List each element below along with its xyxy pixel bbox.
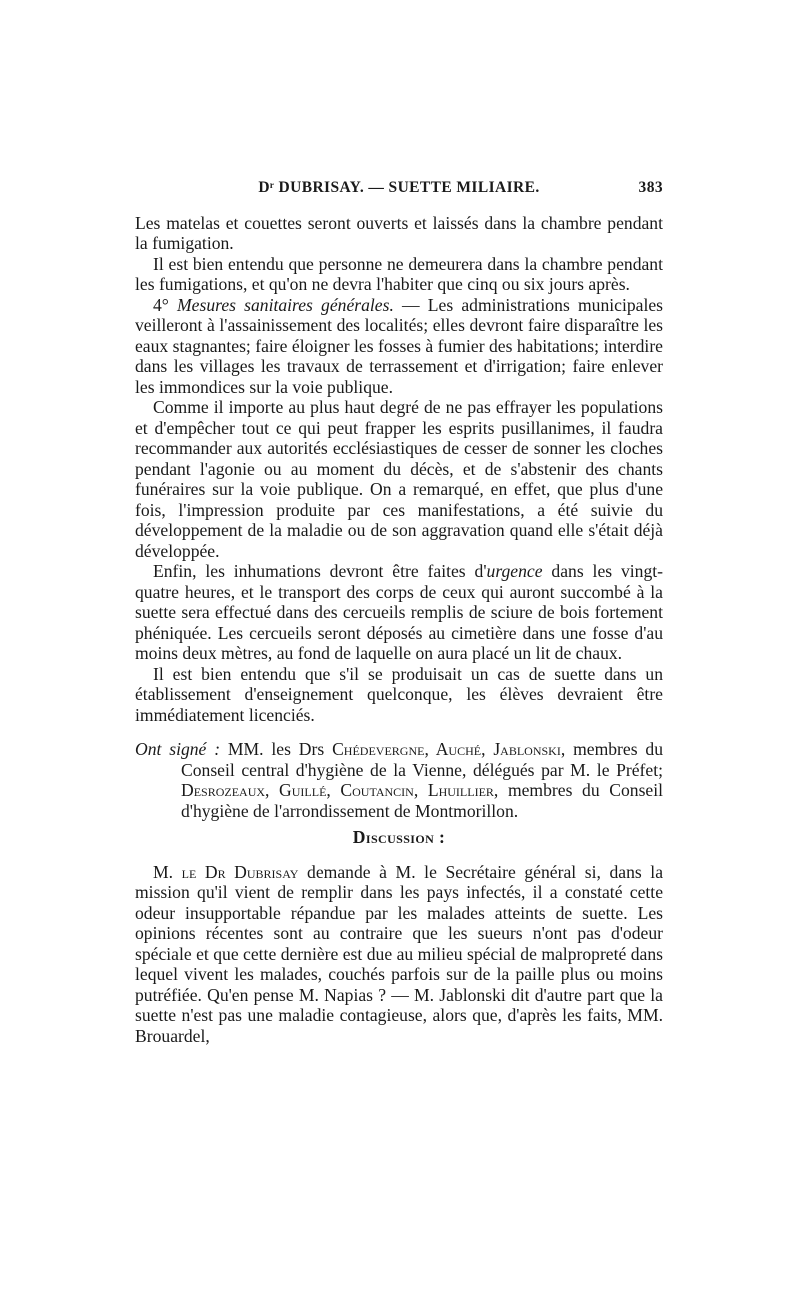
signed-part1: MM. les Drs [220, 739, 333, 759]
section-number: 4° [153, 294, 169, 315]
page [135, 178, 663, 1046]
paragraph: Comme il importe au plus haut degré de ne pas effrayer les populations et d'empêcher tout ce qui peut frapper les esprits pusillanimes, il faudra recommander aux autorités ecclésiastiques de cesser de sonner les cloches pendant l'agonie ou au moment du décès, et de s'abstenir des chants funéraires sur la voie publique. On a remarqué, en effet, que plus d'une fois, l'impression produite par ces manifestations, a été suivie du développement de la maladie ou de son aggravation quand elle s'était déjà développée. [135, 397, 663, 561]
section-4-paragraph [135, 295, 663, 398]
paragraph: Il est bien entendu que personne ne demeurera dans la chambre pendant les fumigations, et qu'on ne devra l'habiter que cinq ou six jours après. [135, 253, 663, 294]
enfin-before: Enfin, les inhumations devront être faites d' [153, 561, 487, 581]
running-head-title: Dʳ DUBRISAY. — SUETTE MILIAIRE. [258, 179, 540, 196]
urgence-emphasis: urgence [486, 561, 543, 581]
section-text: — Les administrations municipales veilleront à l'assainissement des localités; elles devront faire disparaître les eaux stagnantes; faire éloigner les fosses à fumier des habitations; interdire dans les villages les travaux de terrassement et d'irrigation; faire enlever les immondices sur la voie publique. [135, 294, 664, 397]
signed-lead: Ont signé : [135, 739, 221, 759]
signatories-paragraph [135, 739, 663, 821]
signed-part3: membres du Conseil d'hygiène de l'arrondissement de Montmorillon. [181, 780, 664, 821]
discussion-text: demande à M. le Secrétaire général si, dans la mission qu'il vient de remplir dans les pays infectés, il a constaté cette odeur insupportable répandue par les malades atteints de suette. Les opinions récentes sont au contraire que les sueurs n'ont pas d'odeur spéciale et que cette dernière est due au milieu spécial de malpropreté dans lequel vivent les malades, couchés parfois sur de la paille plus ou moins putréfiée. Qu'en pense M. Napias ? — M. Jablonski dit d'autre part que la suette n'est pas une maladie contagieuse, alors que, d'après les faits, MM. Brouardel, [135, 861, 663, 1046]
signed-names-2: Desrozeaux, Guillé, Coutancin, Lhuillier, [181, 780, 499, 800]
signed-part2: membres du Conseil central d'hygiène de la Vienne, délégués par M. le Préfet; [181, 739, 663, 780]
page-number: 383 [638, 179, 663, 196]
enfin-after: dans les vingt-quatre heures, et le transport des corps de ceux qui auront succombé à la suette sera effectué dans des cercueils remplis de sciure de bois fortement phéniquée. Les cercueils seront déposés au cimetière dans une fosse d'au moins deux mètres, au fond de laquelle on aura placé un lit de chaux. [135, 561, 664, 663]
running-head [135, 178, 663, 199]
section-heading: Mesures sanitaires générales. [177, 294, 394, 315]
paragraph: Il est bien entendu que s'il se produisait un cas de suette dans un établissement d'enseignement quelconque, les élèves devraient être immédiatement licenciés. [135, 663, 663, 725]
signed-names-1: Chédevergne, Auché, Jablonski, [332, 739, 566, 759]
enfin-paragraph [135, 561, 663, 664]
paragraph: Les matelas et couettes seront ouverts et laissés dans la chambre pendant la fumigation. [135, 212, 663, 253]
discussion-heading: Discussion : [352, 827, 446, 847]
discussion-speaker: M. le Dr Dubrisay [153, 861, 299, 882]
discussion-paragraph [135, 862, 663, 1047]
